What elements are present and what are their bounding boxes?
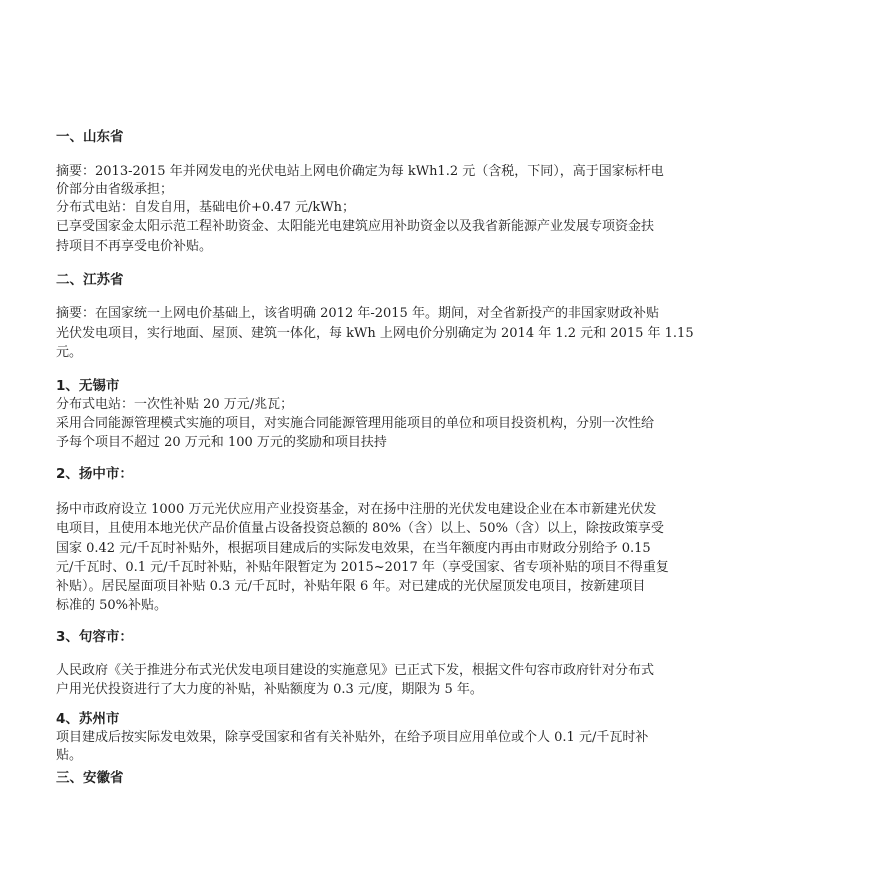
paragraph-line: 予每个项目不超过 20 万元和 100 万元的奖励和项目扶持 bbox=[56, 435, 387, 450]
paragraph-line: 项目建成后按实际发电效果，除享受国家和省有关补贴外，在给予项目应用单位或个人 0.1 元/千瓦时补 bbox=[56, 730, 649, 745]
paragraph-line: 光伏发电项目，实行地面、屋顶、建筑一体化，每 kWh 上网电价分别确定为 2014 年 1.2 元和 2015 年 1.15 bbox=[56, 326, 694, 341]
section-heading-jiangsu: 二、江苏省 bbox=[56, 272, 124, 288]
paragraph-line: 元/千瓦时、0.1 元/千瓦时补贴，补贴年限暂定为 2015~2017 年（享受国家、省专项补贴的项目不得重复 bbox=[56, 560, 669, 575]
paragraph-line: 贴。 bbox=[56, 748, 83, 763]
paragraph-line: 人民政府《关于推进分布式光伏发电项目建设的实施意见》已正式下发，根据文件句容市政府针对分布式 bbox=[56, 663, 655, 678]
paragraph-line: 采用合同能源管理模式实施的项目，对实施合同能源管理用能项目的单位和项目投资机构，分别一次性给 bbox=[56, 416, 655, 431]
paragraph-line: 分布式电站：自发自用，基础电价+0.47 元/kWh； bbox=[56, 200, 355, 215]
paragraph-line: 摘要：在国家统一上网电价基础上，该省明确 2012 年-2015 年。期间，对全省新投产的非国家财政补贴 bbox=[56, 306, 659, 321]
paragraph-line: 分布式电站：一次性补贴 20 万元/兆瓦； bbox=[56, 397, 294, 412]
paragraph-line: 持项目不再享受电价补贴。 bbox=[56, 239, 213, 254]
paragraph-line: 扬中市政府设立 1000 万元光伏应用产业投资基金，对在扬中注册的光伏发电建设企业在本市新建光伏发 bbox=[56, 502, 657, 517]
section-heading-shandong: 一、山东省 bbox=[56, 129, 124, 145]
paragraph-line: 户用光伏投资进行了大力度的补贴，补贴额度为 0.3 元/度，期限为 5 年。 bbox=[56, 682, 483, 697]
paragraph-line: 已享受国家金太阳示范工程补助资金、太阳能光电建筑应用补助资金以及我省新能源产业发展专项资金扶 bbox=[56, 219, 655, 234]
subsection-heading-jurong: 3、句容市： bbox=[56, 629, 133, 645]
subsection-heading-wuxi: 1、无锡市 bbox=[56, 378, 120, 394]
paragraph-line: 标准的 50%补贴。 bbox=[56, 598, 168, 613]
section-heading-anhui: 三、安徽省 bbox=[56, 770, 124, 786]
paragraph-line: 元。 bbox=[56, 345, 83, 360]
subsection-heading-suzhou: 4、苏州市 bbox=[56, 711, 120, 727]
subsection-heading-yangzhong: 2、扬中市： bbox=[56, 466, 133, 482]
paragraph-line: 价部分由省级承担； bbox=[56, 182, 174, 197]
paragraph-line: 国家 0.42 元/千瓦时补贴外，根据项目建成后的实际发电效果，在当年额度内再由市财政分别给予 0.15 bbox=[56, 541, 651, 556]
paragraph-line: 补贴）。居民屋面项目补贴 0.3 元/千瓦时，补贴年限 6 年。对已建成的光伏屋顶发电项目，按新建项目 bbox=[56, 579, 646, 594]
paragraph-line: 电项目，且使用本地光伏产品价值量占设备投资总额的 80%（含）以上、50%（含）以上，除按政策享受 bbox=[56, 521, 664, 536]
paragraph-line: 摘要：2013-2015 年并网发电的光伏电站上网电价确定为每 kWh1.2 元（含税，下同），高于国家标杆电 bbox=[56, 164, 664, 179]
